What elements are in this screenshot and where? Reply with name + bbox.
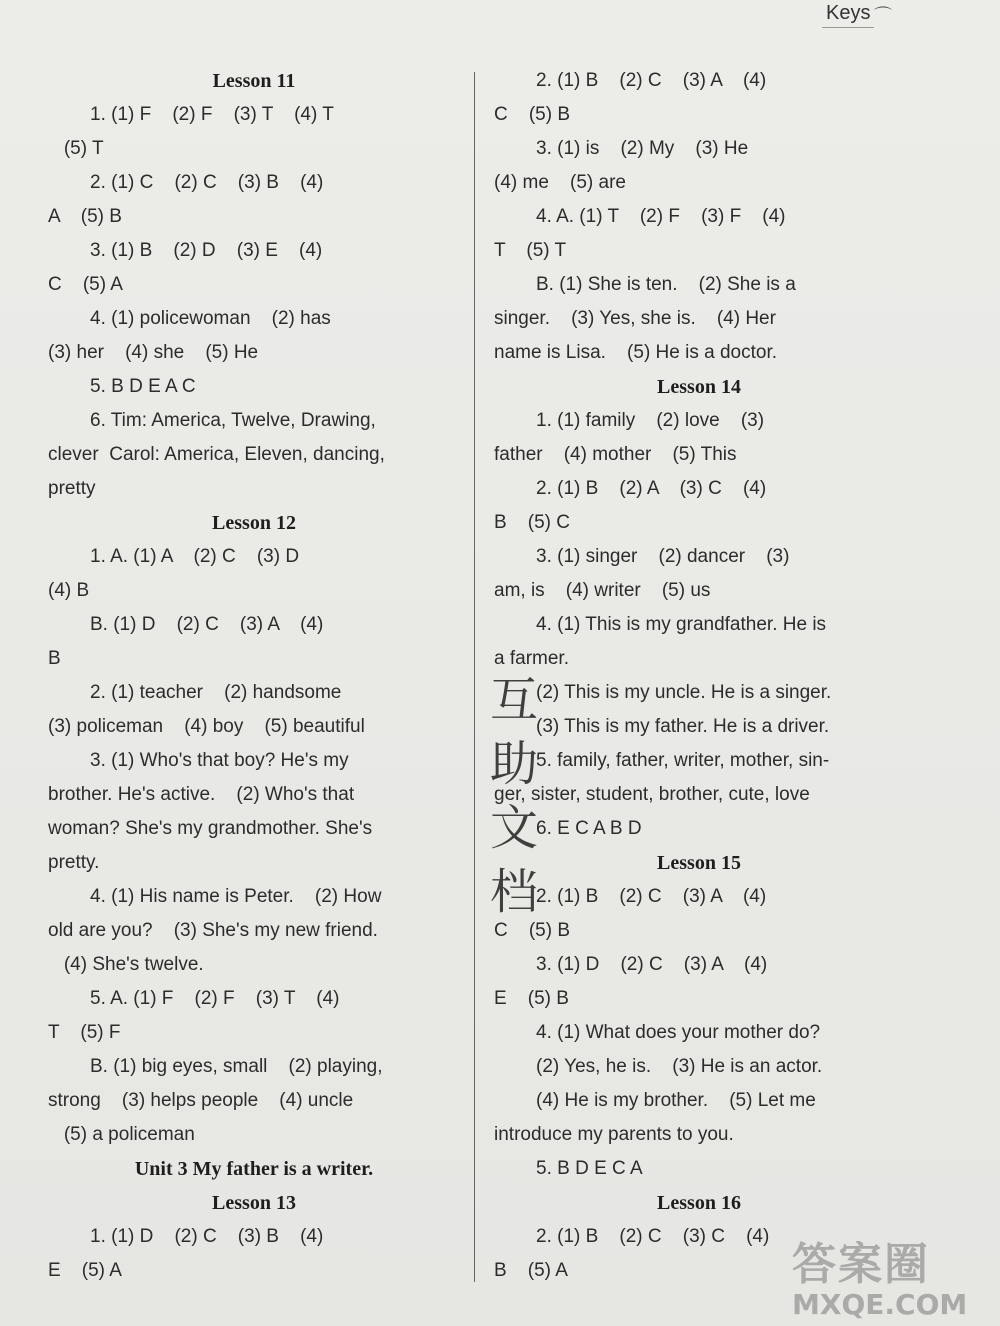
answer-line: A (5) B <box>48 206 122 227</box>
answer-line: 4. (1) policewoman (2) has <box>90 308 331 329</box>
answer-line: strong (3) helps people (4) uncle <box>48 1090 354 1111</box>
answer-line: (3) policeman (4) boy (5) beautiful <box>48 716 365 737</box>
answer-line: C (5) B <box>494 920 571 941</box>
answer-line: T (5) T <box>494 240 567 261</box>
lesson-heading: Lesson 16 <box>657 1192 741 1214</box>
answer-line: C (5) A <box>48 274 123 295</box>
answer-line: 3. (1) is (2) My (3) He <box>536 138 749 159</box>
answer-line: 1. A. (1) A (2) C (3) D <box>90 546 300 567</box>
answer-line: C (5) B <box>494 104 571 125</box>
answer-line: (4) She's twelve. <box>48 954 204 975</box>
answer-line: 5. B D E C A <box>536 1158 643 1179</box>
answer-line: B. (1) D (2) C (3) A (4) <box>90 614 324 635</box>
answer-line: 2. (1) B (2) C (3) A (4) <box>536 70 767 91</box>
lesson-heading: Lesson 13 <box>212 1192 296 1214</box>
decoration-icon: ⌒ <box>874 6 892 26</box>
answer-line: introduce my parents to you. <box>494 1124 734 1145</box>
answer-line: 5. family, father, writer, mother, sin- <box>536 750 830 771</box>
answer-line: 1. (1) D (2) C (3) B (4) <box>90 1226 324 1247</box>
answer-line: a farmer. <box>494 648 569 669</box>
handwritten-stamp: 互 助 文 档 <box>490 672 539 920</box>
answer-line: (3) her (4) she (5) He <box>48 342 259 363</box>
answer-line: 3. (1) B (2) D (3) E (4) <box>90 240 323 261</box>
answer-line: (5) T <box>48 138 104 159</box>
answer-line: clever Carol: America, Eleven, dancing, <box>48 444 385 465</box>
answer-line: B. (1) big eyes, small (2) playing, <box>90 1056 383 1077</box>
watermark-logo: 答案圈 <box>792 1239 930 1290</box>
answer-line: 3. (1) singer (2) dancer (3) <box>536 546 790 567</box>
column-divider <box>474 72 475 1282</box>
answer-line: ger, sister, student, brother, cute, love <box>494 784 810 805</box>
watermark-url: MXQE.COM <box>792 1288 968 1321</box>
answer-line: father (4) mother (5) This <box>494 444 737 465</box>
answer-line: 4. (1) What does your mother do? <box>536 1022 821 1043</box>
answer-line: E (5) A <box>48 1260 122 1281</box>
answer-line: (4) He is my brother. (5) Let me <box>536 1090 816 1111</box>
answer-line: name is Lisa. (5) He is a doctor. <box>494 342 778 363</box>
answer-line: (3) This is my father. He is a driver. <box>536 716 830 737</box>
answer-line: pretty. <box>48 852 100 873</box>
answer-line: B <box>48 648 61 669</box>
answer-line: 3. (1) D (2) C (3) A (4) <box>536 954 768 975</box>
answer-line: 2. (1) B (2) C (3) A (4) <box>536 886 767 907</box>
keys-header-label: Keys <box>822 0 874 28</box>
answer-line: 2. (1) C (2) C (3) B (4) <box>90 172 324 193</box>
answer-line: T (5) F <box>48 1022 121 1043</box>
answer-line: am, is (4) writer (5) us <box>494 580 711 601</box>
answer-line: B (5) A <box>494 1260 568 1281</box>
answer-line: 2. (1) B (2) A (3) C (4) <box>536 478 767 499</box>
answer-line: 6. Tim: America, Twelve, Drawing, <box>90 410 376 431</box>
answer-line: B (5) C <box>494 512 571 533</box>
lesson-heading: Lesson 15 <box>657 852 741 874</box>
answer-line: (2) Yes, he is. (3) He is an actor. <box>536 1056 823 1077</box>
answer-line: brother. He's active. (2) Who's that <box>48 784 355 805</box>
answer-line: (5) a policeman <box>48 1124 195 1145</box>
answer-line: 6. E C A B D <box>536 818 642 839</box>
answer-line: old are you? (3) She's my new friend. <box>48 920 378 941</box>
lesson-heading: Lesson 12 <box>212 512 296 534</box>
lesson-heading: Unit 3 My father is a writer. <box>134 1158 374 1180</box>
answer-line: 5. B D E A C <box>90 376 196 397</box>
answer-line: 2. (1) teacher (2) handsome <box>90 682 342 703</box>
answer-line: 4. A. (1) T (2) F (3) F (4) <box>536 206 786 227</box>
answer-line: 3. (1) Who's that boy? He's my <box>90 750 349 771</box>
answer-line: 4. (1) His name is Peter. (2) How <box>90 886 382 907</box>
answer-line: pretty <box>48 478 96 499</box>
answer-line: B. (1) She is ten. (2) She is a <box>536 274 796 295</box>
answer-line: singer. (3) Yes, she is. (4) Her <box>494 308 776 329</box>
answer-line: 2. (1) B (2) C (3) C (4) <box>536 1226 770 1247</box>
lesson-heading: Lesson 11 <box>212 70 296 92</box>
answer-line: 4. (1) This is my grandfather. He is <box>536 614 827 635</box>
answer-line: woman? She's my grandmother. She's <box>48 818 373 839</box>
answer-line: E (5) B <box>494 988 569 1009</box>
answer-line: 1. (1) family (2) love (3) <box>536 410 765 431</box>
answer-line: 5. A. (1) F (2) F (3) T (4) <box>90 988 340 1009</box>
answer-line: (2) This is my uncle. He is a singer. <box>536 682 832 703</box>
left-answer-column <box>48 64 460 1288</box>
site-watermark <box>792 1228 967 1321</box>
answer-line: (4) me (5) are <box>494 172 626 193</box>
answer-line: (4) B <box>48 580 90 601</box>
answer-line: 1. (1) F (2) F (3) T (4) T <box>90 104 334 125</box>
lesson-heading: Lesson 14 <box>657 376 741 398</box>
